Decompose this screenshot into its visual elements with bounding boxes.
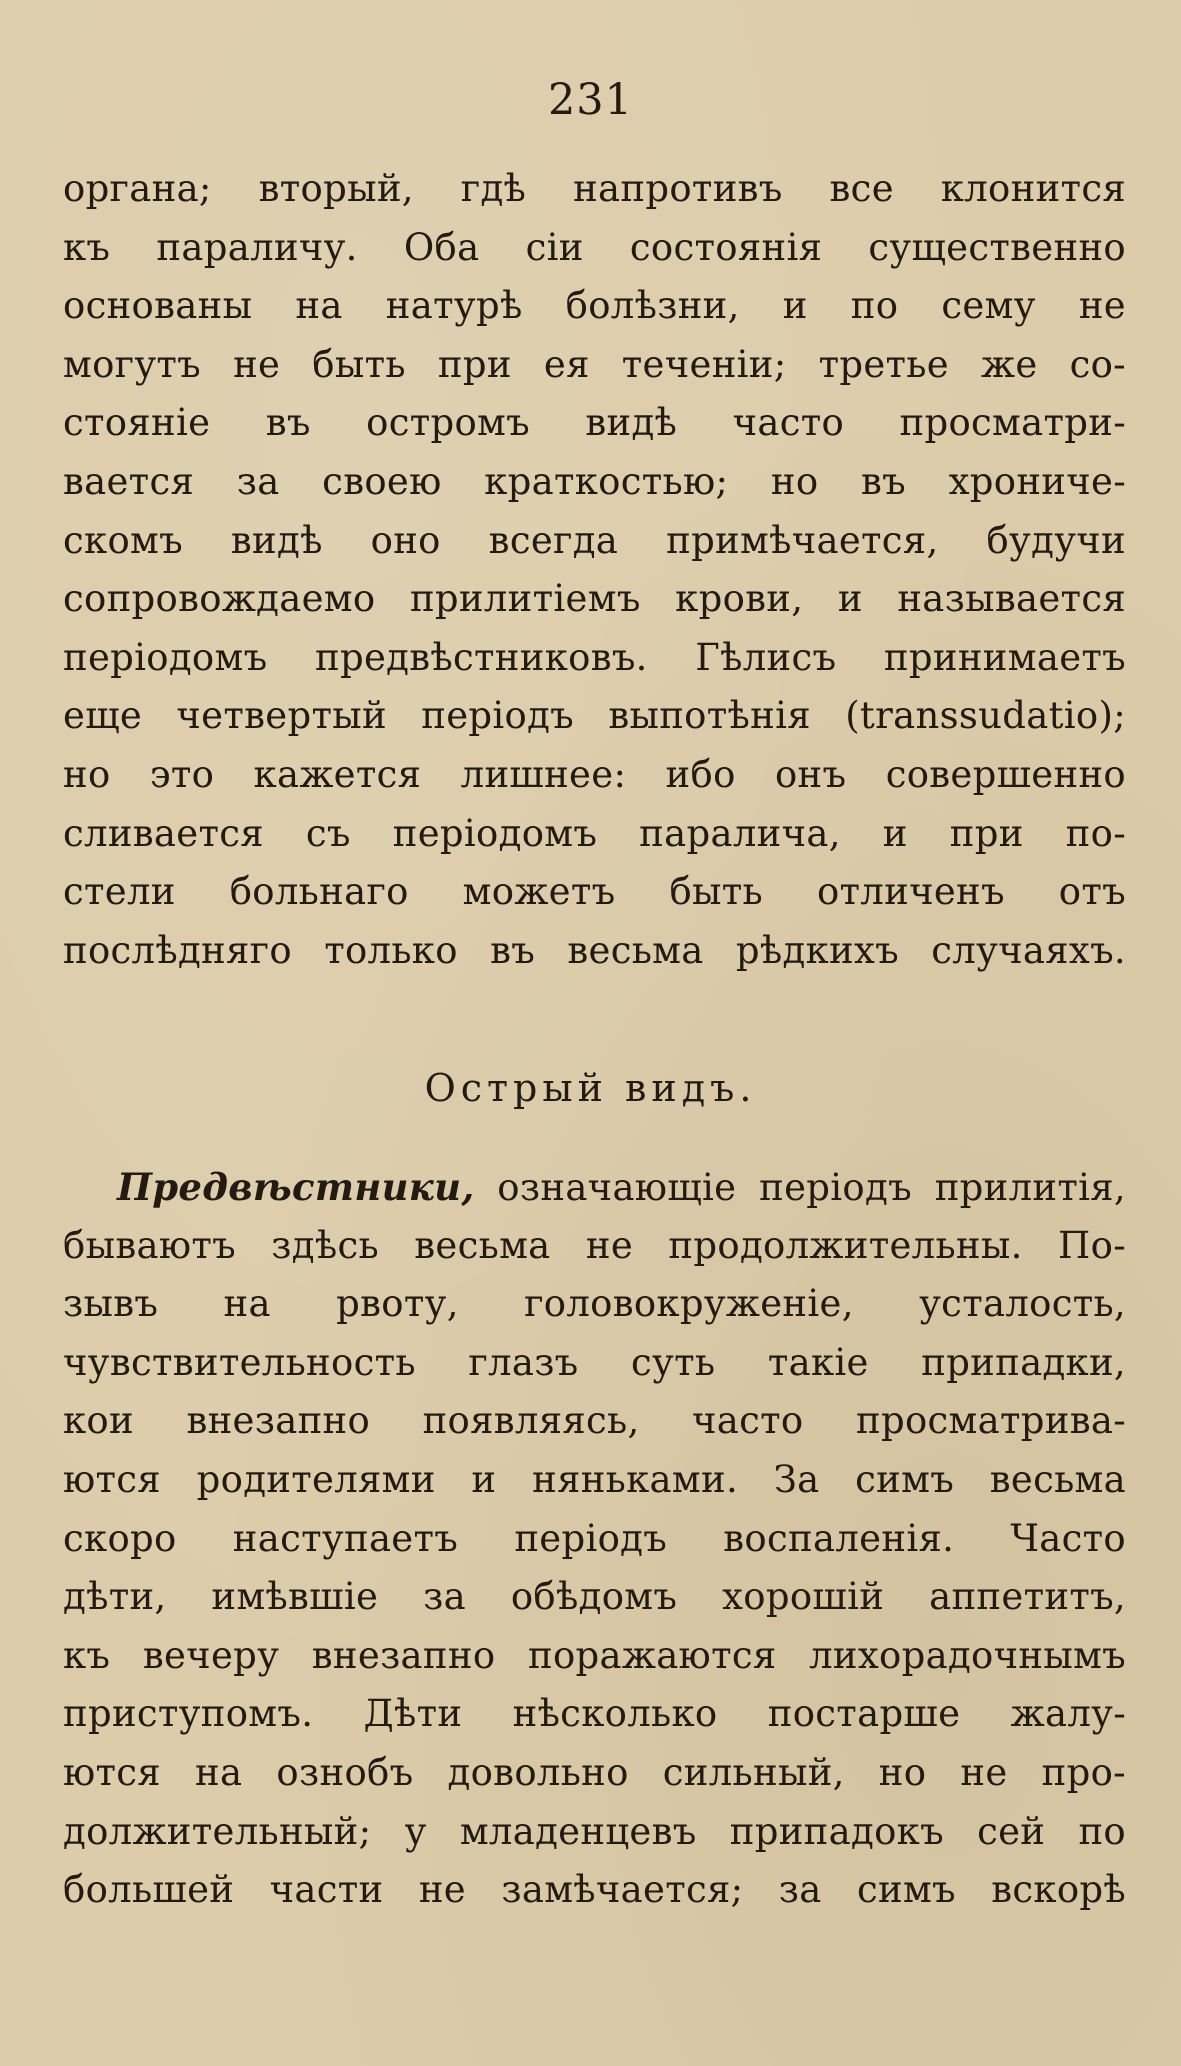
text-line: приступомъ. Дѣти нѣсколько постарше жалу- [63, 1692, 1126, 1736]
text-line-first [63, 1158, 1126, 1217]
text-line: ются родителями и няньками. За симъ весьма [63, 1457, 1126, 1501]
text-line: сопровождаемо прилитіемъ крови, и называется [63, 577, 1126, 621]
text-line: сливается съ періодомъ паралича, и при по- [63, 811, 1126, 855]
text-line: органа; вторый, гдѣ напротивъ все клонится [63, 167, 1126, 210]
text-line: дѣти, имѣвшіе за обѣдомъ хорошій аппетитъ, [63, 1575, 1126, 1619]
text-line: къ вечеру внезапно поражаются лихорадочнымъ [63, 1633, 1126, 1677]
section-heading: Острый видъ. [424, 1066, 757, 1110]
text-line: кои внезапно появляясь, часто просматрива- [63, 1399, 1126, 1443]
text-line: чувствительность глазъ суть такіе припадки, [63, 1340, 1126, 1384]
page-number: 231 [547, 75, 634, 125]
first-line-rest: означающіе періодъ прилитія, [474, 1166, 1126, 1209]
text-line: основаны на натурѣ болѣзни, и по сему не [63, 284, 1126, 328]
lead-term: Предвѣстники, [117, 1165, 475, 1209]
text-line: къ параличу. Оба сіи состоянія существенно [63, 225, 1126, 269]
text-line: стели больнаго можетъ быть отличенъ отъ [63, 870, 1126, 914]
text-line: бываютъ здѣсь весьма не продолжительны. По- [63, 1223, 1126, 1267]
paragraph-1 [63, 160, 1126, 980]
text-line: большей части не замѣчается; за симъ вскорѣ [63, 1868, 1126, 1912]
text-line: скомъ видѣ оно всегда примѣчается, будучи [63, 518, 1126, 562]
text-line: скоро наступаетъ періодъ воспаленія. Часто [63, 1516, 1126, 1560]
text-line: стояніе въ остромъ видѣ часто просматри- [63, 401, 1126, 445]
text-line: послѣдняго только въ весьма рѣдкихъ случаяхъ. [63, 928, 1126, 972]
text-line: періодомъ предвѣстниковъ. Гѣлисъ принимаетъ [63, 635, 1126, 679]
text-line: зывъ на рвоту, головокруженіе, усталость, [63, 1282, 1126, 1326]
paragraph-2 [63, 1158, 1126, 1920]
text-line: еще четвертый періодъ выпотѣнія (transsudatio); [63, 694, 1126, 738]
text-line: вается за своею краткостью; но въ хрониче- [63, 459, 1126, 503]
text-line: но это кажется лишнее: ибо онъ совершенно [63, 752, 1126, 796]
text-line: ются на ознобъ довольно сильный, но не про- [63, 1750, 1126, 1794]
text-line: могутъ не быть при ея теченіи; третье же со- [63, 342, 1126, 386]
text-line: должительный; у младенцевъ припадокъ сей по [63, 1809, 1126, 1853]
